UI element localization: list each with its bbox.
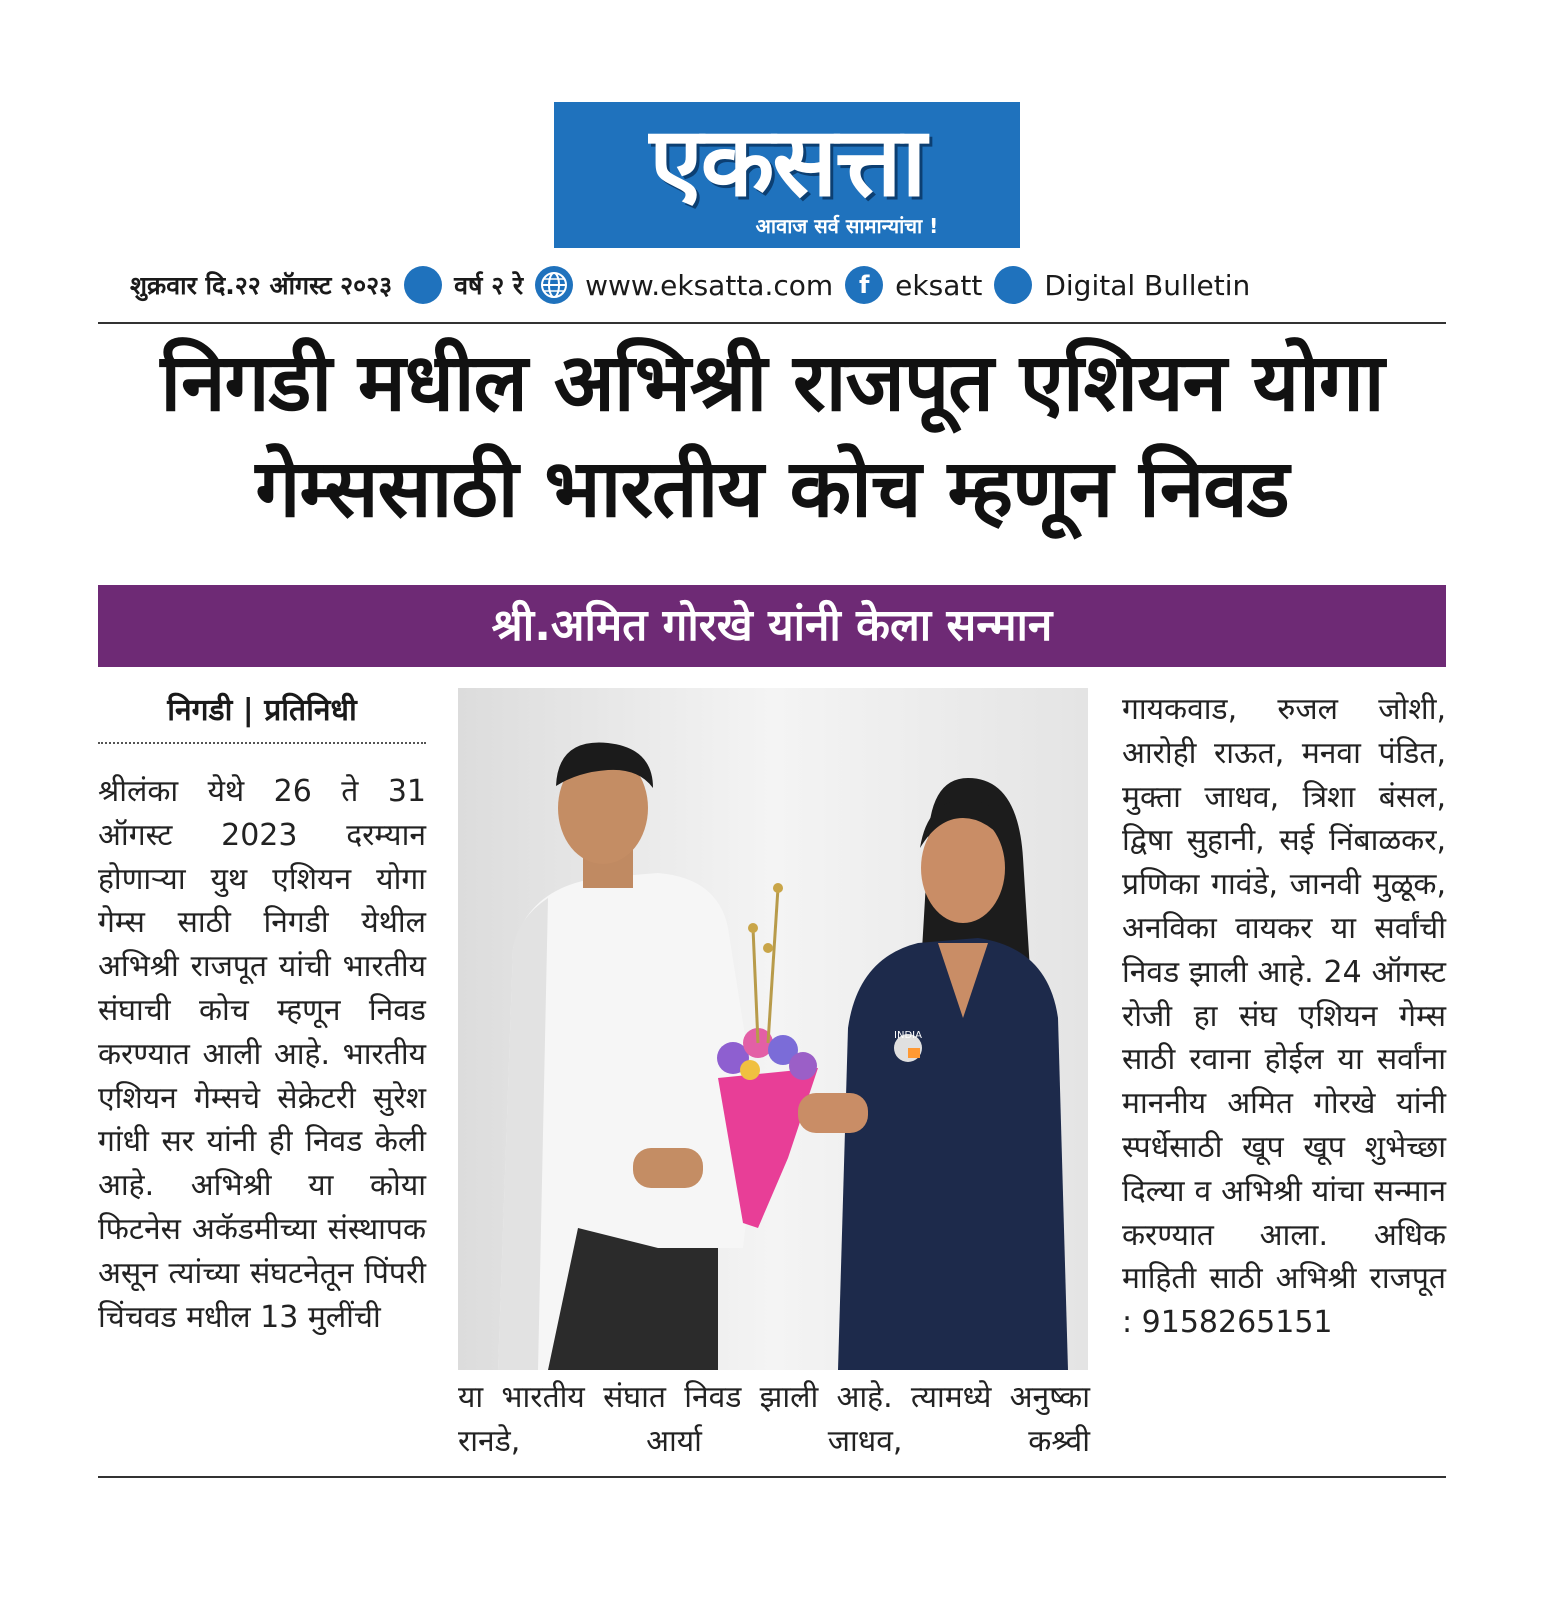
masthead-logo: [554, 102, 1020, 248]
headline: [98, 330, 1446, 542]
facebook-icon: f: [845, 266, 883, 304]
headline-line-1: निगडी मधील अभिश्री राजपूत एशियन योगा: [160, 336, 1384, 429]
facebook-handle[interactable]: eksatt: [895, 268, 983, 302]
issue-date: शुक्रवार दि.२२ ऑगस्ट २०२३: [130, 271, 393, 300]
info-bar: [130, 262, 1430, 308]
article-column-1: श्रीलंका येथे 26 ते 31 ऑगस्ट 2023 दरम्यान होणाऱ्या युथ एशियन योगा गेम्स साठी निगडी येथील अभिश्री राजपूत यांची भारतीय संघाची कोच म्हणून निवड करण्यात आली आहे. भारतीय एशियन गेम्सचे सेक्रेटरी सुरेश गांधी सर यांनी ही निवड केली आहे. अभिश्री या कोया फिटनेस अकॅडमीच्या संस्थापक असून त्यांच्या संघटनेतून पिंपरी चिंचवड मधील 13 मुलींची: [98, 774, 426, 1335]
photo-caption-text: या भारतीय संघात निवड झाली आहे. त्यामध्ये अनुष्का रानडे, आर्या जाधव, कश्र्वी: [458, 1380, 1090, 1459]
news-photo: [458, 688, 1088, 1370]
article-column-3: गायकवाड, रुजल जोशी, आरोही राऊत, मनवा पंडित, मुक्ता जाधव, त्रिशा बंसल, द्विषा सुहानी, सई निंबाळकर, प्रणिका गावंडे, जानवी मुळूक, अनविका वायकर या सर्वांची निवड झाली आहे. 24 ऑगस्ट रोजी हा संघ एशियन गेम्स साठी रवाना होईल या सर्वांना माननीय अमित गोरखे यांनी स्पर्धेसाठी खूप खूप शुभेच्छा दिल्या व अभिश्री यांचा सन्मान करण्यात आला. अधिक माहिती साठी अभिश्री राजपूत : 9158265151: [1122, 692, 1446, 1341]
issue-year: वर्ष २ रे: [454, 271, 524, 300]
dateline: निगडी | प्रतिनिधी: [167, 693, 357, 728]
website-link[interactable]: www.eksatta.com: [585, 268, 834, 302]
subheadline-banner: श्री.अमित गोरखे यांनी केला सन्मान: [98, 585, 1446, 667]
top-divider: [98, 322, 1446, 324]
digital-bulletin-label: Digital Bulletin: [1044, 268, 1251, 302]
headline-line-2: गेम्ससाठी भारतीय कोच म्हणून निवड: [255, 442, 1289, 535]
bullet-dot-icon: [994, 266, 1032, 304]
globe-icon: [535, 266, 573, 304]
bottom-divider: [98, 1476, 1446, 1478]
dateline-divider: [98, 742, 426, 744]
bullet-dot-icon: [404, 266, 442, 304]
blazer-badge-text: INDIA: [894, 1030, 922, 1041]
logo-text: एकसत्ता: [649, 105, 925, 218]
logo-tagline: आवाज सर्व सामान्यांचा !: [755, 214, 939, 238]
